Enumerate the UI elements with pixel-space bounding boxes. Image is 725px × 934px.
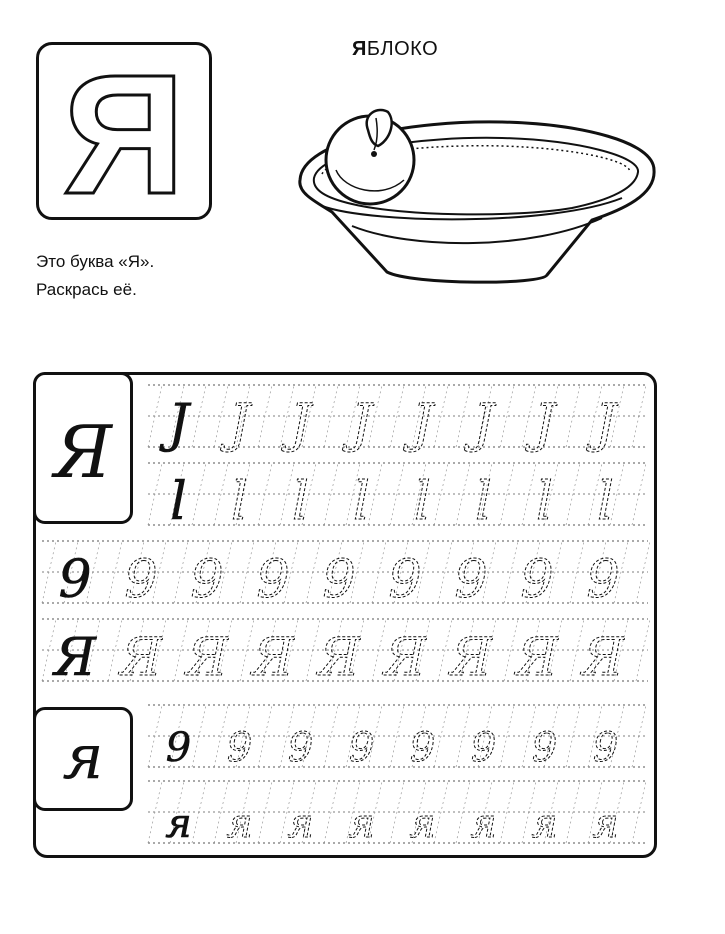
caption-line-1: Это буква «Я». bbox=[36, 252, 155, 271]
trace-letter: Я bbox=[252, 628, 294, 688]
trace-letter: J bbox=[351, 394, 372, 454]
trace-letter: 9 bbox=[124, 550, 158, 610]
trace-letter: 9 bbox=[531, 725, 558, 771]
apple-on-plate-icon bbox=[292, 100, 662, 300]
trace-letter: Я bbox=[318, 628, 360, 688]
letter-ya-outline-icon bbox=[39, 45, 209, 217]
trace-letter: 9 bbox=[454, 550, 488, 610]
lowercase-sample-letter: я bbox=[62, 720, 104, 793]
trace-letter: 9 bbox=[287, 725, 314, 771]
slant-line bbox=[434, 781, 448, 843]
trace-letter: J bbox=[473, 394, 494, 454]
slant-line bbox=[214, 385, 228, 447]
big-letter: Я bbox=[62, 45, 186, 217]
slant-line bbox=[108, 541, 122, 603]
trace-letter: l bbox=[292, 472, 309, 532]
slant-line bbox=[324, 385, 338, 447]
trace-letter: я bbox=[592, 801, 619, 847]
slant-line bbox=[324, 781, 338, 843]
slant-line bbox=[504, 541, 518, 603]
caption bbox=[36, 248, 154, 304]
word-rest: БЛОКО bbox=[366, 38, 439, 60]
capital-sample-box bbox=[33, 372, 133, 524]
trace-letter: Я bbox=[186, 628, 228, 688]
trace-letter: Я bbox=[450, 628, 492, 688]
trace-letter: 9 bbox=[409, 725, 436, 771]
trace-letter: J bbox=[412, 394, 433, 454]
lowercase-sample-box bbox=[33, 707, 133, 811]
trace-letter: 9 bbox=[322, 550, 356, 610]
slant-line bbox=[434, 385, 448, 447]
trace-letter: 9 bbox=[165, 725, 192, 771]
trace-letter: 9 bbox=[470, 725, 497, 771]
trace-letter: 9 bbox=[520, 550, 554, 610]
slant-line bbox=[390, 781, 404, 843]
capital-sample-letter: Я bbox=[53, 410, 113, 494]
trace-letter: Я bbox=[582, 628, 624, 688]
slant-line bbox=[390, 385, 404, 447]
trace-letter: я bbox=[348, 801, 375, 847]
trace-letter: 9 bbox=[348, 725, 375, 771]
word-first-letter: Я bbox=[352, 38, 367, 60]
trace-letter: 9 bbox=[592, 725, 619, 771]
trace-letter: я bbox=[409, 801, 436, 847]
trace-letter: я bbox=[226, 801, 253, 847]
trace-letter: l bbox=[597, 472, 614, 532]
slant-line bbox=[324, 705, 338, 767]
slant-line bbox=[434, 463, 448, 525]
trace-letter: 9 bbox=[226, 725, 253, 771]
trace-letter: я bbox=[470, 801, 497, 847]
trace-letter: Я bbox=[516, 628, 558, 688]
trace-letter: J bbox=[229, 394, 250, 454]
trace-letter: 9 bbox=[256, 550, 290, 610]
slant-line bbox=[434, 705, 448, 767]
trace-letter: Я bbox=[54, 628, 96, 688]
slant-line bbox=[500, 463, 514, 525]
trace-letter: я bbox=[165, 801, 192, 847]
trace-letter: J bbox=[595, 394, 616, 454]
slant-line bbox=[390, 705, 404, 767]
trace-letter: J bbox=[534, 394, 555, 454]
trace-letter: J bbox=[290, 394, 311, 454]
trace-letter: J bbox=[168, 394, 189, 454]
trace-letter: Я bbox=[384, 628, 426, 688]
trace-letter: 9 bbox=[586, 550, 620, 610]
slant-line bbox=[500, 781, 514, 843]
slant-line bbox=[438, 541, 452, 603]
trace-letter: 9 bbox=[190, 550, 224, 610]
slant-line bbox=[500, 385, 514, 447]
practice-sheet bbox=[33, 372, 657, 858]
slant-line bbox=[214, 463, 228, 525]
slant-line bbox=[174, 541, 188, 603]
trace-letter: l bbox=[536, 472, 553, 532]
trace-letter: l bbox=[414, 472, 431, 532]
slant-line bbox=[324, 463, 338, 525]
trace-letter: 9 bbox=[388, 550, 422, 610]
caption-line-2: Раскрась её. bbox=[36, 280, 137, 299]
trace-letter: я bbox=[287, 801, 314, 847]
trace-letter: l bbox=[170, 472, 187, 532]
trace-letter: Я bbox=[120, 628, 162, 688]
trace-letter: 9 bbox=[58, 550, 92, 610]
letter-card bbox=[36, 42, 212, 220]
trace-letter: l bbox=[353, 472, 370, 532]
slant-line bbox=[500, 705, 514, 767]
trace-letter: l bbox=[475, 472, 492, 532]
slant-line bbox=[390, 463, 404, 525]
trace-letter: l bbox=[231, 472, 248, 532]
word-title bbox=[352, 38, 438, 61]
trace-letter: я bbox=[531, 801, 558, 847]
